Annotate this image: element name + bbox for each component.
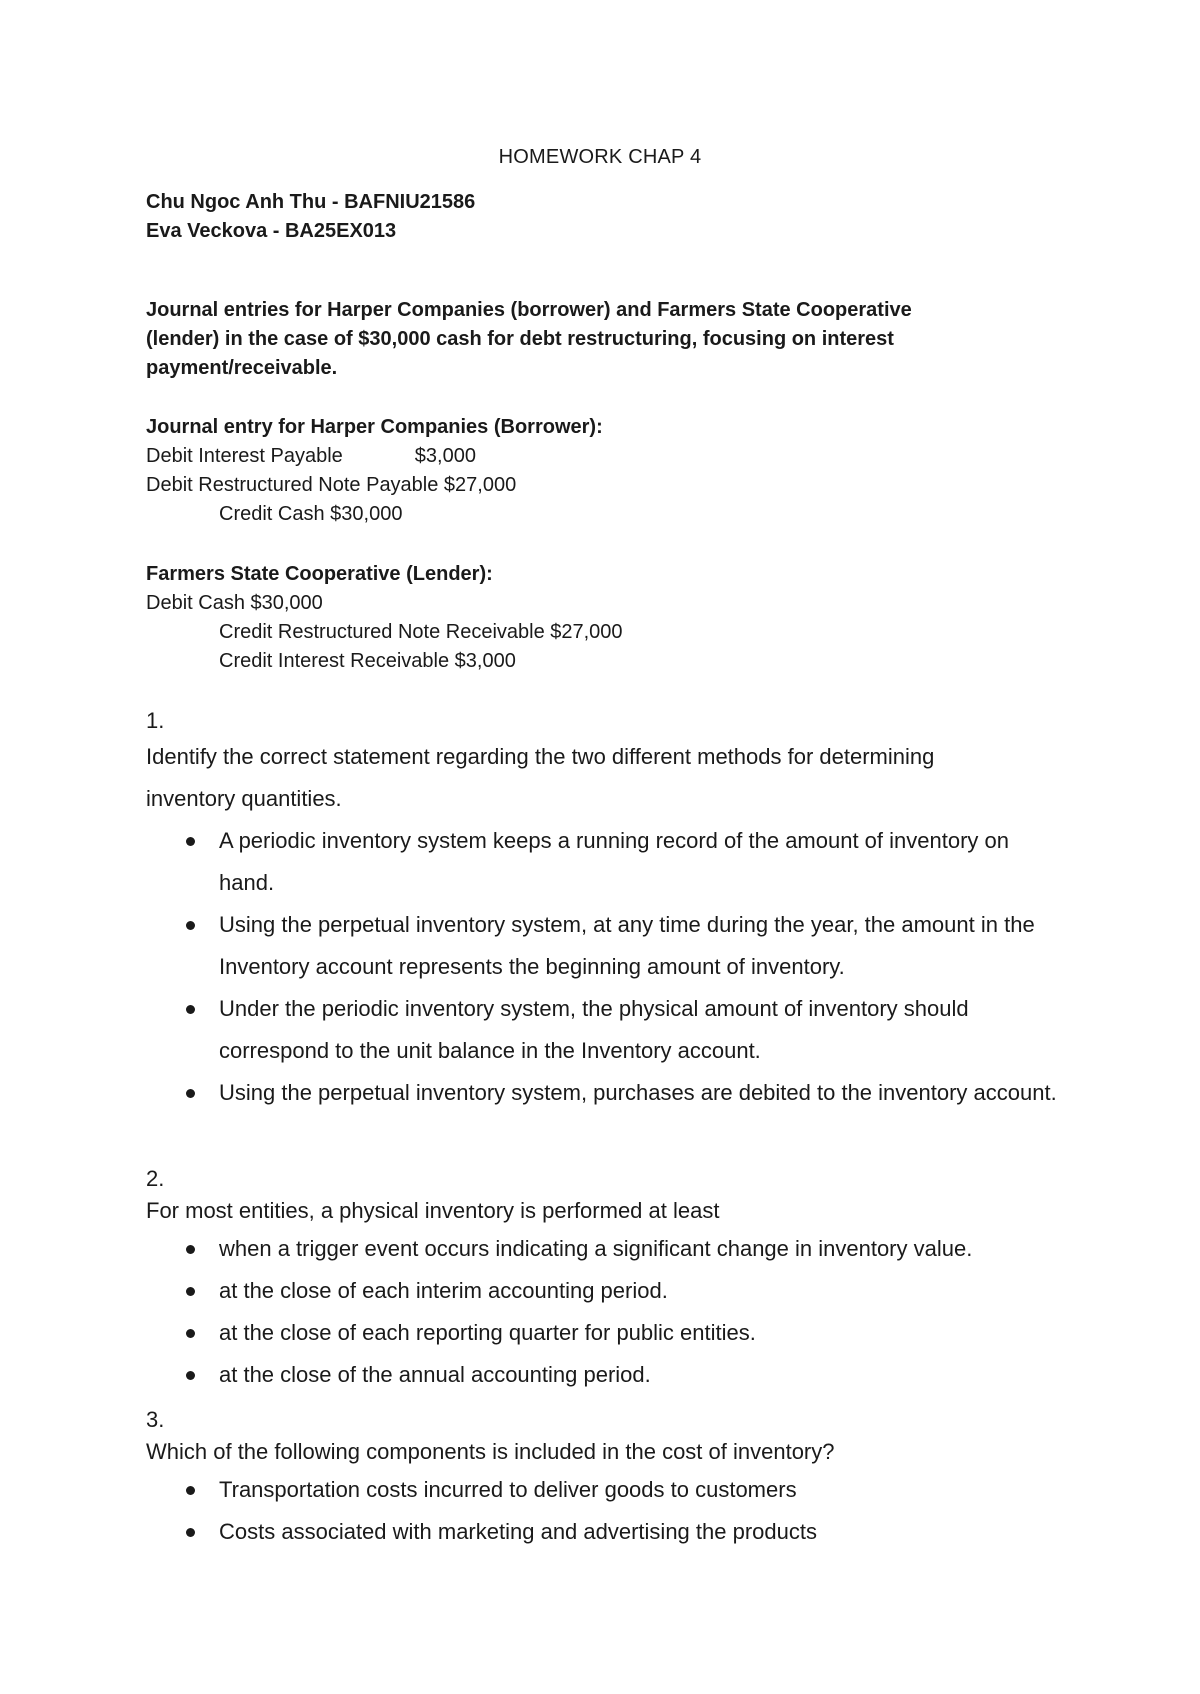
authors-block bbox=[146, 188, 1086, 246]
bullet-icon bbox=[186, 1287, 195, 1296]
option-item: A periodic inventory system keeps a running record of the amount of inventory on hand. bbox=[146, 820, 1059, 904]
entry-amount: $3,000 bbox=[414, 445, 476, 467]
author-line: Chu Ngoc Anh Thu - BAFNIU21586 bbox=[146, 191, 476, 213]
entry-text: Debit Interest Payable bbox=[146, 445, 343, 467]
borrower-journal bbox=[146, 413, 1086, 529]
option-item: at the close of each reporting quarter for public entities. bbox=[146, 1312, 1059, 1354]
option-item: Transportation costs incurred to deliver goods to customers bbox=[146, 1469, 1059, 1511]
intro-line: payment/receivable. bbox=[146, 357, 338, 379]
bullet-icon bbox=[186, 1089, 195, 1098]
options-list bbox=[146, 1469, 1086, 1553]
bullet-icon bbox=[186, 1329, 195, 1338]
question-3 bbox=[146, 1405, 1086, 1553]
intro-line: (lender) in the case of $30,000 cash for debt restructuring, focusing on interest bbox=[146, 328, 894, 350]
page-title: HOMEWORK CHAP 4 bbox=[498, 146, 702, 168]
intro-paragraph bbox=[146, 296, 1086, 383]
question-number: 1. bbox=[146, 708, 165, 733]
intro-line: Journal entries for Harper Companies (borrower) and Farmers State Cooperative bbox=[146, 299, 912, 321]
question-1 bbox=[146, 706, 1086, 1114]
journal-entry: Credit Cash $30,000 bbox=[219, 503, 403, 525]
journal-entry: Credit Restructured Note Receivable $27,000 bbox=[219, 621, 623, 643]
question-text: Which of the following components is included in the cost of inventory? bbox=[146, 1439, 835, 1464]
options-list bbox=[146, 1228, 1086, 1396]
journal-entry: Debit Cash $30,000 bbox=[146, 592, 323, 614]
options-list bbox=[146, 820, 1086, 1114]
question-text: For most entities, a physical inventory is performed at least bbox=[146, 1198, 720, 1223]
author-line: Eva Veckova - BA25EX013 bbox=[146, 220, 397, 242]
bullet-icon bbox=[186, 1245, 195, 1254]
journal-entry bbox=[146, 442, 1086, 471]
option-item: Costs associated with marketing and advertising the products bbox=[146, 1511, 1059, 1553]
option-item: at the close of the annual accounting period. bbox=[146, 1354, 1059, 1396]
journal-entry: Debit Restructured Note Payable $27,000 bbox=[146, 474, 517, 496]
option-item: Using the perpetual inventory system, at any time during the year, the amount in the Inventory account represents the beginning amount of inventory. bbox=[146, 904, 1059, 988]
borrower-heading: Journal entry for Harper Companies (Borrower): bbox=[146, 416, 603, 438]
bullet-icon bbox=[186, 921, 195, 930]
question-text: Identify the correct statement regarding the two different methods for determining inventory quantities. bbox=[146, 744, 935, 811]
question-number: 2. bbox=[146, 1166, 165, 1191]
question-2 bbox=[146, 1164, 1086, 1396]
option-item: when a trigger event occurs indicating a significant change in inventory value. bbox=[146, 1228, 1059, 1270]
lender-heading: Farmers State Cooperative (Lender): bbox=[146, 563, 493, 585]
option-item: at the close of each interim accounting period. bbox=[146, 1270, 1059, 1312]
bullet-icon bbox=[186, 1528, 195, 1537]
journal-entry: Credit Interest Receivable $3,000 bbox=[219, 650, 516, 672]
bullet-icon bbox=[186, 1486, 195, 1495]
lender-journal bbox=[146, 560, 1086, 676]
bullet-icon bbox=[186, 837, 195, 846]
bullet-icon bbox=[186, 1371, 195, 1380]
question-number: 3. bbox=[146, 1407, 165, 1432]
option-item: Using the perpetual inventory system, purchases are debited to the inventory account. bbox=[146, 1072, 1059, 1114]
option-item: Under the periodic inventory system, the physical amount of inventory should correspond to the unit balance in the Inventory account. bbox=[146, 988, 1059, 1072]
bullet-icon bbox=[186, 1005, 195, 1014]
